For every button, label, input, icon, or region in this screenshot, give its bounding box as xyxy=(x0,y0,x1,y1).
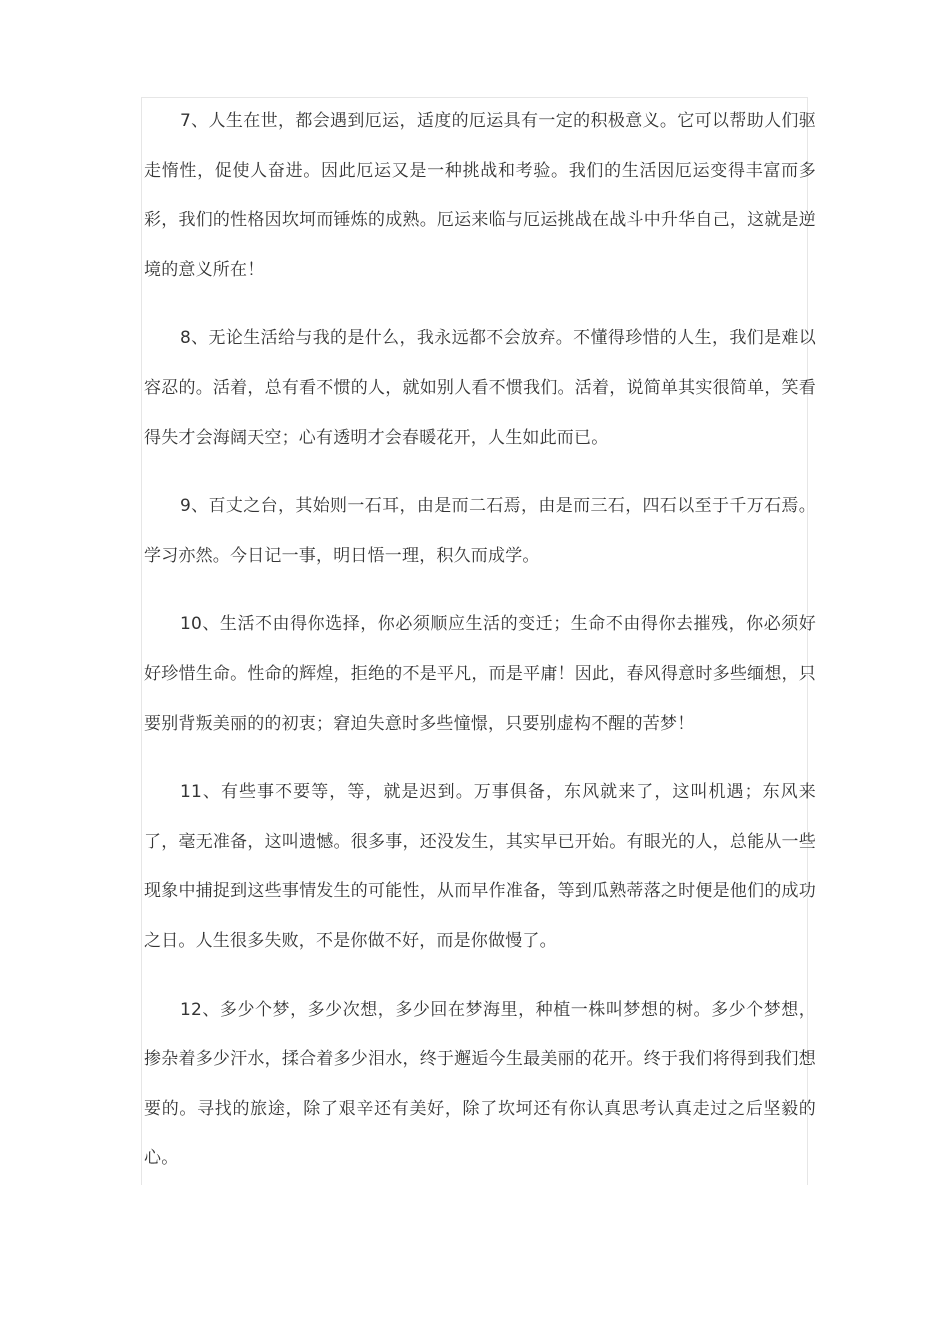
paragraph-10: 10、生活不由得你选择，你必须顺应生活的变迁；生命不由得你去摧残，你必须好好珍惜生命。性命的辉煌，拒绝的不是平凡，而是平庸！因此，春风得意时多些缅想，只要别背叛美丽的的初衷；窘迫失意时多些憧憬，只要别虚构不醒的苦梦！ xyxy=(144,614,816,734)
paragraph-9: 9、百丈之台，其始则一石耳，由是而二石焉，由是而三石，四石以至于千万石焉。学习亦然。今日记一事，明日悟一理，积久而成学。 xyxy=(144,496,816,566)
document-body xyxy=(144,97,816,1203)
paragraph-12: 12、多少个梦，多少次想，多少回在梦海里，种植一株叫梦想的树。多少个梦想，掺杂着多少汗水，揉合着多少泪水，终于邂逅今生最美丽的花开。终于我们将得到我们想要的。寻找的旅途，除了艰辛还有美好，除了坎坷还有你认真思考认真走过之后坚毅的心。 xyxy=(144,999,816,1169)
paragraph-7: 7、人生在世，都会遇到厄运，适度的厄运具有一定的积极意义。它可以帮助人们驱走惰性，促使人奋进。因此厄运又是一种挑战和考验。我们的生活因厄运变得丰富而多彩，我们的性格因坎坷而锤炼的成熟。厄运来临与厄运挑战在战斗中升华自己，这就是逆境的意义所在！ xyxy=(144,111,816,280)
paragraph-11: 11、有些事不要等，等，就是迟到。万事俱备，东风就来了，这叫机遇；东风来了，毫无准备，这叫遗憾。很多事，还没发生，其实早已开始。有眼光的人，总能从一些现象中捕捉到这些事情发生的可能性，从而早作准备，等到瓜熟蒂落之时便是他们的成功之日。人生很多失败，不是你做不好，而是你做慢了。 xyxy=(144,782,816,951)
paragraph-8: 8、无论生活给与我的是什么，我永远都不会放弃。不懂得珍惜的人生，我们是难以容忍的。活着，总有看不惯的人，就如别人看不惯我们。活着，说简单其实很简单，笑看得失才会海阔天空；心有透明才会春暖花开，人生如此而已。 xyxy=(144,328,816,448)
